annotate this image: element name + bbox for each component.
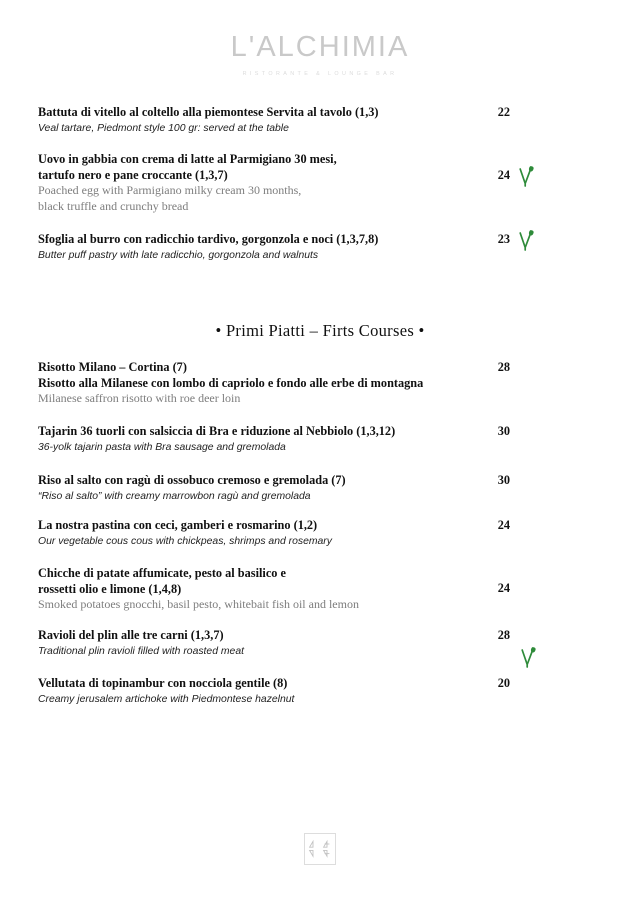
menu-item-names (38, 676, 488, 707)
menu-item-names (38, 628, 488, 659)
menu-item-names (38, 518, 488, 549)
menu-item (38, 628, 598, 659)
menu-item-name-line: tartufo nero e pane croccante (1,3,7) (38, 167, 228, 182)
menu-item-price: 20 (497, 676, 510, 690)
menu-item-price: 30 (497, 424, 510, 438)
menu-item-name-line: Tajarin 36 tuorli con salsiccia di Bra e riduzione al Nebbiolo (1,3,12) (38, 424, 396, 438)
menu-item-description-line: 36-yolk tajarin pasta with Bra sausage and gremolada (38, 441, 286, 453)
menu-item-description-line: black truffle and crunchy bread (38, 198, 189, 213)
menu-item-description-line: Our vegetable cous cous with chickpeas, shrimps and rosemary (38, 535, 332, 547)
menu-item-description-line: Traditional plin ravioli filled with roasted meat (38, 645, 244, 657)
menu-item-names (38, 566, 488, 613)
menu-item (38, 676, 598, 707)
menu-item-name-line: Ravioli del plin alle tre carni (1,3,7) (38, 628, 224, 642)
menu-item-name-line: Riso al salto con ragù di ossobuco cremoso e gremolada (7) (38, 473, 346, 487)
menu-item-names (38, 152, 488, 214)
menu-item-name-line: Sfoglia al burro con radicchio tardivo, gorgonzola e noci (1,3,7,8) (38, 232, 379, 246)
menu-item-names (38, 105, 488, 136)
menu-item-description-line: Butter puff pastry with late radicchio, gorgonzola and walnuts (38, 249, 319, 261)
menu-item (38, 105, 598, 136)
menu-item-price: 24 (497, 168, 510, 182)
restaurant-logo (0, 33, 640, 77)
menu-item-name-line: rossetti olio e limone (1,4,8) (38, 581, 182, 596)
menu-item-names (38, 360, 488, 407)
menu-item-name-line: Chicche di patate affumicate, pesto al basilico e (38, 566, 286, 580)
menu-item (38, 566, 598, 613)
menu-item-price: 24 (497, 581, 510, 595)
menu-item-description-line: Veal tartare, Piedmont style 100 gr: served at the table (38, 122, 289, 134)
menu-item-names (38, 473, 488, 504)
menu-item-name-line: Uovo in gabbia con crema di latte al Parmigiano 30 mesi, (38, 152, 337, 166)
menu-item-price: 23 (497, 232, 510, 246)
menu-item-name-line: La nostra pastina con ceci, gamberi e rosmarino (1,2) (38, 518, 318, 532)
vegetarian-leaf-icon (520, 646, 538, 668)
menu-item-description-line: Creamy jerusalem artichoke with Piedmontese hazelnut (38, 693, 295, 705)
menu-item-name-line: Vellutata di topinambur con nocciola gentile (8) (38, 676, 288, 690)
vegetarian-leaf-icon (518, 165, 536, 187)
menu-item-description-line: Poached egg with Parmigiano milky cream 30 months, (38, 183, 302, 197)
section-heading: • Primi Piatti – Firts Courses • (215, 321, 425, 340)
menu-item-price: 28 (497, 628, 510, 642)
alchemical-elements-icon (304, 833, 336, 865)
menu-item (38, 424, 598, 455)
menu-item (38, 232, 598, 263)
menu-item-description-line: Smoked potatoes gnocchi, basil pesto, whitebait fish oil and lemon (38, 597, 359, 611)
menu-item (38, 518, 598, 549)
logo-wordmark: L'ALCHIMIA (230, 31, 410, 63)
menu-item-price: 30 (497, 473, 510, 487)
menu-item-description-line: “Riso al salto” with creamy marrowbon ragù and gremolada (38, 490, 311, 502)
menu-item-price: 22 (497, 105, 510, 119)
menu-item-name-line: Risotto Milano – Cortina (7) (38, 360, 187, 374)
vegetarian-leaf-icon (518, 229, 536, 251)
menu-item (38, 360, 598, 407)
menu-item-price: 28 (497, 360, 510, 374)
menu-item-description-line: Milanese saffron risotto with roe deer loin (38, 391, 241, 405)
menu-item-name-line: Battuta di vitello al coltello alla piemontese Servita al tavolo (1,3) (38, 105, 379, 119)
menu-item-price: 24 (497, 518, 510, 532)
menu-item (38, 152, 598, 214)
menu-item-name-line: Risotto alla Milanese con lombo di capriolo e fondo alle erbe di montagna (38, 375, 424, 390)
menu-item-names (38, 424, 488, 455)
menu-item (38, 473, 598, 504)
menu-item-names (38, 232, 488, 263)
logo-tagline: RISTORANTE & LOUNGE BAR (242, 71, 398, 77)
